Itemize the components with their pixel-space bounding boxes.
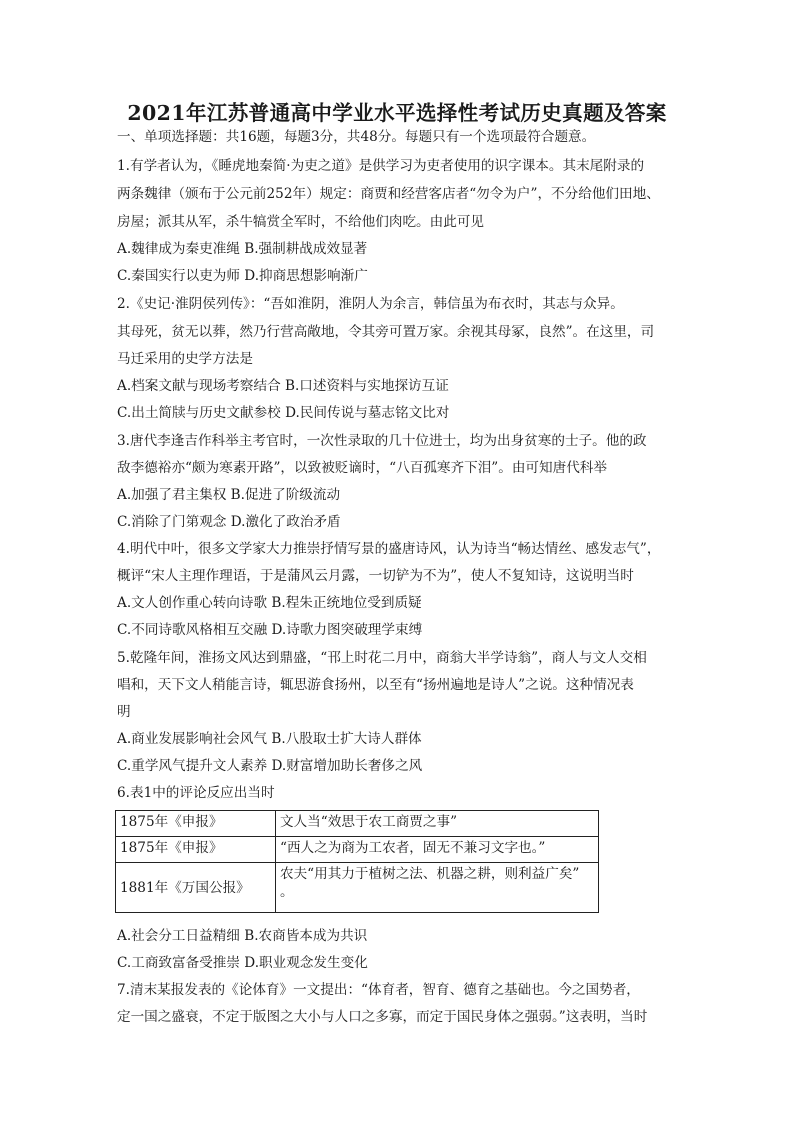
table-cell-quote-multiline	[276, 863, 599, 913]
table-1	[115, 810, 599, 913]
text-line: 4.明代中叶，很多文学家大力推崇抒情写景的盛唐诗风，认为诗当“畅达情丝、感发志气”，	[117, 541, 661, 557]
option-line: A.魏律成为秦吏准绳 B.强制耕战成效显著	[117, 241, 368, 257]
table-cell-quote: “西人之为商为工农者，固无不兼习文字也。”	[276, 837, 599, 863]
quote-text: 农夫“用其力于植树之法、机器之耕，则利益广矣”	[280, 866, 580, 882]
section-header: 一、单项选择题：共16题，每题3分，共48分。每题只有一个选项最符合题意。	[117, 129, 596, 145]
text-line: 5.乾隆年间，淮扬文风达到鼎盛，“邗上时花二月中，商翁大半学诗翁”，商人与文人交相	[117, 650, 647, 666]
text-line: 概评“宋人主理作理语，于是蒲风云月露，一切铲为不为”，使人不复知诗，这说明当时	[117, 568, 634, 584]
option-line: C.秦国实行以吏为师 D.抑商思想影响渐广	[117, 268, 368, 284]
table-cell-source: 1881年《万国公报》	[116, 863, 276, 913]
text-line: 2.《史记·淮阴侯列传》：“吾如淮阴，淮阴人为余言，韩信虽为布衣时，其志与众异。	[117, 296, 624, 312]
text-line: 1.有学者认为，《睡虎地秦简·为吏之道》是供学习为吏者使用的识字课本。其末尾附录的	[117, 158, 645, 174]
option-line: A.档案文献与现场考察结合 B.口述资料与实地探访互证	[117, 378, 449, 394]
option-line: C.不同诗歌风格相互交融 D.诗歌力图突破理学束缚	[117, 622, 423, 638]
text-line: 6.表1中的评论反应出当时	[117, 785, 275, 801]
text-line: 7.清末某报发表的《论体育》一文提出：“体育者，智育、德育之基础也。今之国势者，	[117, 982, 640, 998]
option-line: C.工商致富备受推崇 D.职业观念发生变化	[117, 955, 368, 971]
text-line: 马迁采用的史学方法是	[117, 351, 253, 367]
table-cell-source: 1875年《申报》	[116, 837, 276, 863]
page-title: 2021年江苏普通高中学业水平选择性考试历史真题及答案	[127, 101, 667, 125]
text-line: 敌李德裕亦“颇为寒素开路”，以致被贬谪时，“八百孤寒齐下泪”。由可知唐代科举	[117, 460, 607, 476]
text-line: 明	[117, 704, 131, 720]
option-line: C.重学风气提升文人素养 D.财富增加助长奢侈之风	[117, 758, 423, 774]
table-cell-quote: 文人当“效思于农工商贾之事”	[276, 811, 599, 837]
option-line: C.出土简牍与历史文献参校 D.民间传说与墓志铭文比对	[117, 405, 450, 421]
table-row	[116, 863, 599, 913]
option-line: A.社会分工日益精细 B.农商皆本成为共识	[117, 928, 368, 944]
text-line: 定一国之盛衰，不定于版图之大小与人口之多寡，而定于国民身体之强弱。”这表明，当时	[117, 1009, 648, 1025]
table-cell-source: 1875年《申报》	[116, 811, 276, 837]
option-line: C.消除了门第观念 D.激化了政治矛盾	[117, 514, 341, 530]
option-line: A.加强了君主集权 B.促进了阶级流动	[117, 487, 341, 503]
text-line: 房屋；派其从军，杀牛犒赏全军时，不给他们肉吃。由此可见	[117, 214, 485, 230]
table-row	[116, 837, 599, 863]
quote-end: 。	[280, 884, 294, 900]
text-line: 其母死，贫无以葬，然乃行营高敞地，令其旁可置万家。余视其母冢，良然”。在这里，司	[117, 324, 655, 340]
text-line: 唱和，天下文人稍能言诗，辄思游食扬州，以至有“扬州遍地是诗人”之说。这种情况表	[117, 677, 634, 693]
text-line: 3.唐代李逢吉作科举主考官时，一次性录取的几十位进士，均为出身贫寒的士子。他的政	[117, 433, 647, 449]
text-line: 两条魏律（颁布于公元前252年）规定：商贾和经营客店者“勿令为户”，不分给他们田地、	[117, 186, 660, 202]
option-line: A.商业发展影响社会风气 B.八股取士扩大诗人群体	[117, 731, 422, 747]
table-row	[116, 811, 599, 837]
option-line: A.文人创作重心转向诗歌 B.程朱正统地位受到质疑	[117, 595, 422, 611]
